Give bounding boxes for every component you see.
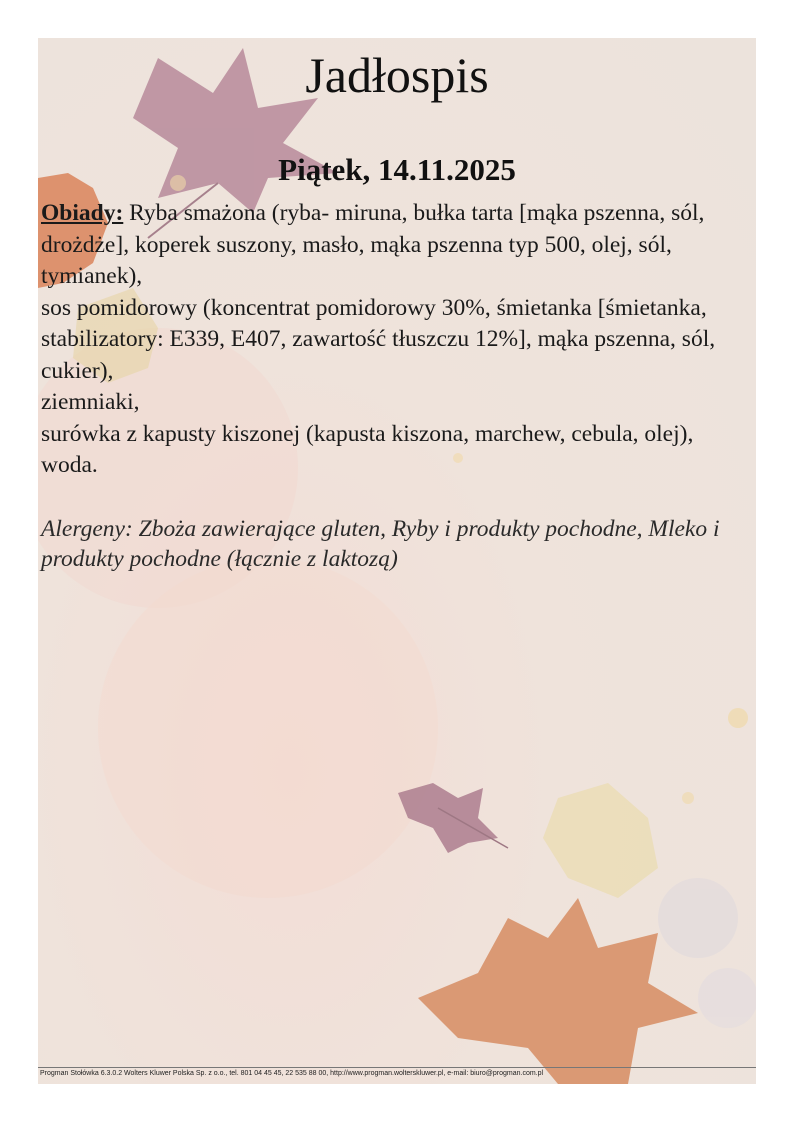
menu-content [41, 198, 741, 482]
page-title: Jadłospis [305, 47, 489, 103]
right-yellow-leaf-icon [543, 783, 658, 898]
small-purple-leaf-icon [398, 783, 508, 853]
meal-item-potatoes: ziemniaki, [41, 389, 140, 415]
meal-item-salad: surówka z kapusty kiszonej (kapusta kiszona, marchew, cebula, olej), [41, 420, 694, 447]
meal-item-drink: woda. [41, 452, 98, 478]
meal-main-dish [41, 198, 741, 293]
allergens-note: Alergeny: Zboża zawierające gluten, Ryby i produkty pochodne, Mleko i produkty pochodne (łącznie z laktozą) [41, 516, 720, 572]
meal-label: Obiady: [41, 200, 124, 226]
menu-sheet [38, 38, 756, 1084]
footer-text: Progman Stołówka 6.3.0.2 Wolters Kluwer Polska Sp. z o.o., tel. 801 04 45 45, 22 535 88 00, http://www.progman.wolterskluwer.pl, e-mail: biuro@progman.com.pl [40, 1070, 544, 1077]
main-dish-text: Ryba smażona (ryba- miruna, bułka tarta [mąka pszenna, sól, drożdże], koperek suszony, masło, mąka pszenna typ 500, olej, sól, tymianek), [41, 200, 705, 289]
menu-date: Piątek, 14.11.2025 [278, 152, 516, 187]
bottom-orange-leaf-icon [418, 898, 698, 1084]
footer-divider [38, 1067, 756, 1068]
meal-item-sauce: sos pomidorowy (koncentrat pomidorowy 30%, śmietanka [śmietanka, stabilizatory: E339, E407, zawartość tłuszczu 12%], mąka pszenna, sól, cukier), [41, 294, 716, 384]
